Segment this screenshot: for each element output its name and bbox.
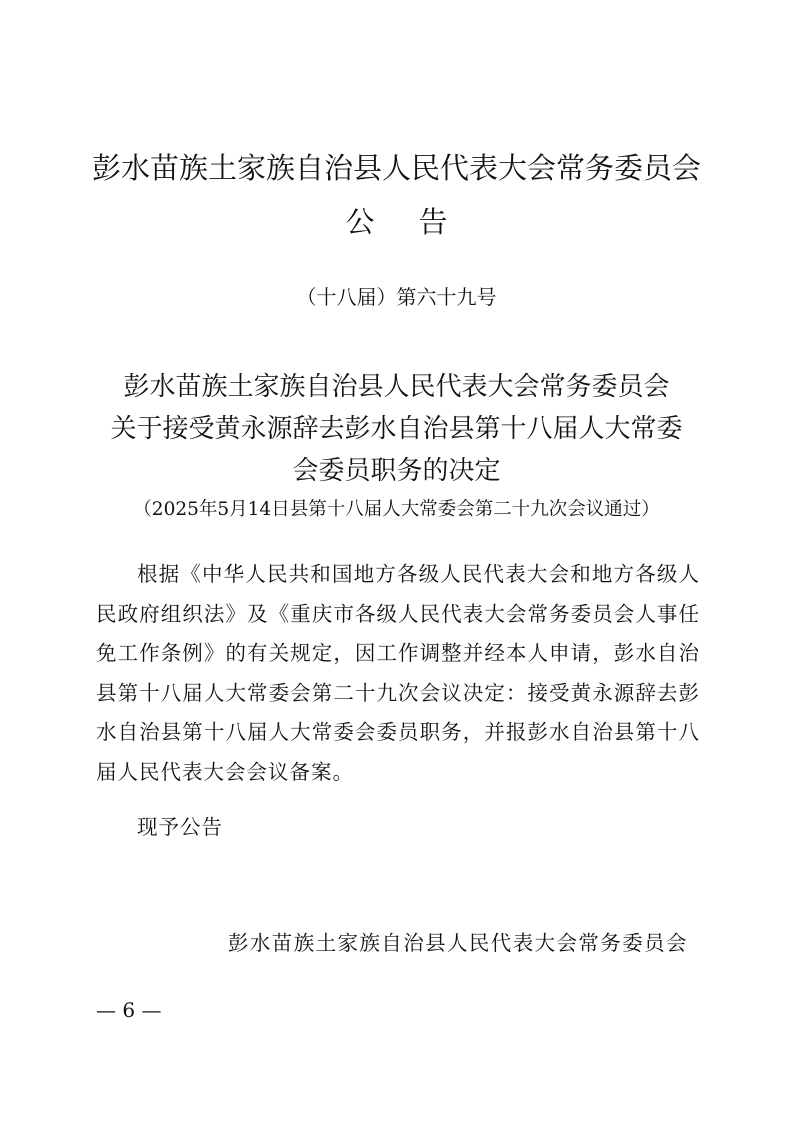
- decision-title-line: 会委员职务的决定: [292, 456, 501, 486]
- document-number: （十八届）第六十九号: [296, 285, 497, 309]
- decision-title: [70, 366, 723, 492]
- body-paragraph: 根据《中华人民共和国地方各级人民代表大会和地方各级人民政府组织法》及《重庆市各级人民代表大会常务委员会人事任免工作条例》的有关规定，因工作调整并经本人申请，彭水自治县第十八届人大常委会第二十九次会议决定：接受黄永源辞去彭水自治县第十八届人大常委会委员职务，并报彭水自治县第十八届人民代表大会会议备案。: [96, 562, 700, 784]
- decision-title-line: 关于接受黄永源辞去彭水自治县第十八届人大常委: [110, 414, 683, 444]
- announce-text: 现予公告: [137, 815, 223, 839]
- page-number: — 6 —: [96, 998, 162, 1022]
- signature-organization: 彭水苗族土家族自治县人民代表大会常务委员会: [228, 931, 688, 955]
- issuing-organization: 彭水苗族土家族自治县人民代表大会常务委员会: [91, 151, 701, 185]
- decision-title-line: 彭水苗族土家族自治县人民代表大会常务委员会: [123, 372, 670, 402]
- meeting-note: （2025年5月14日县第十八届人大常委会第二十九次会议通过）: [133, 499, 660, 520]
- announcement-title: 公告: [345, 205, 492, 239]
